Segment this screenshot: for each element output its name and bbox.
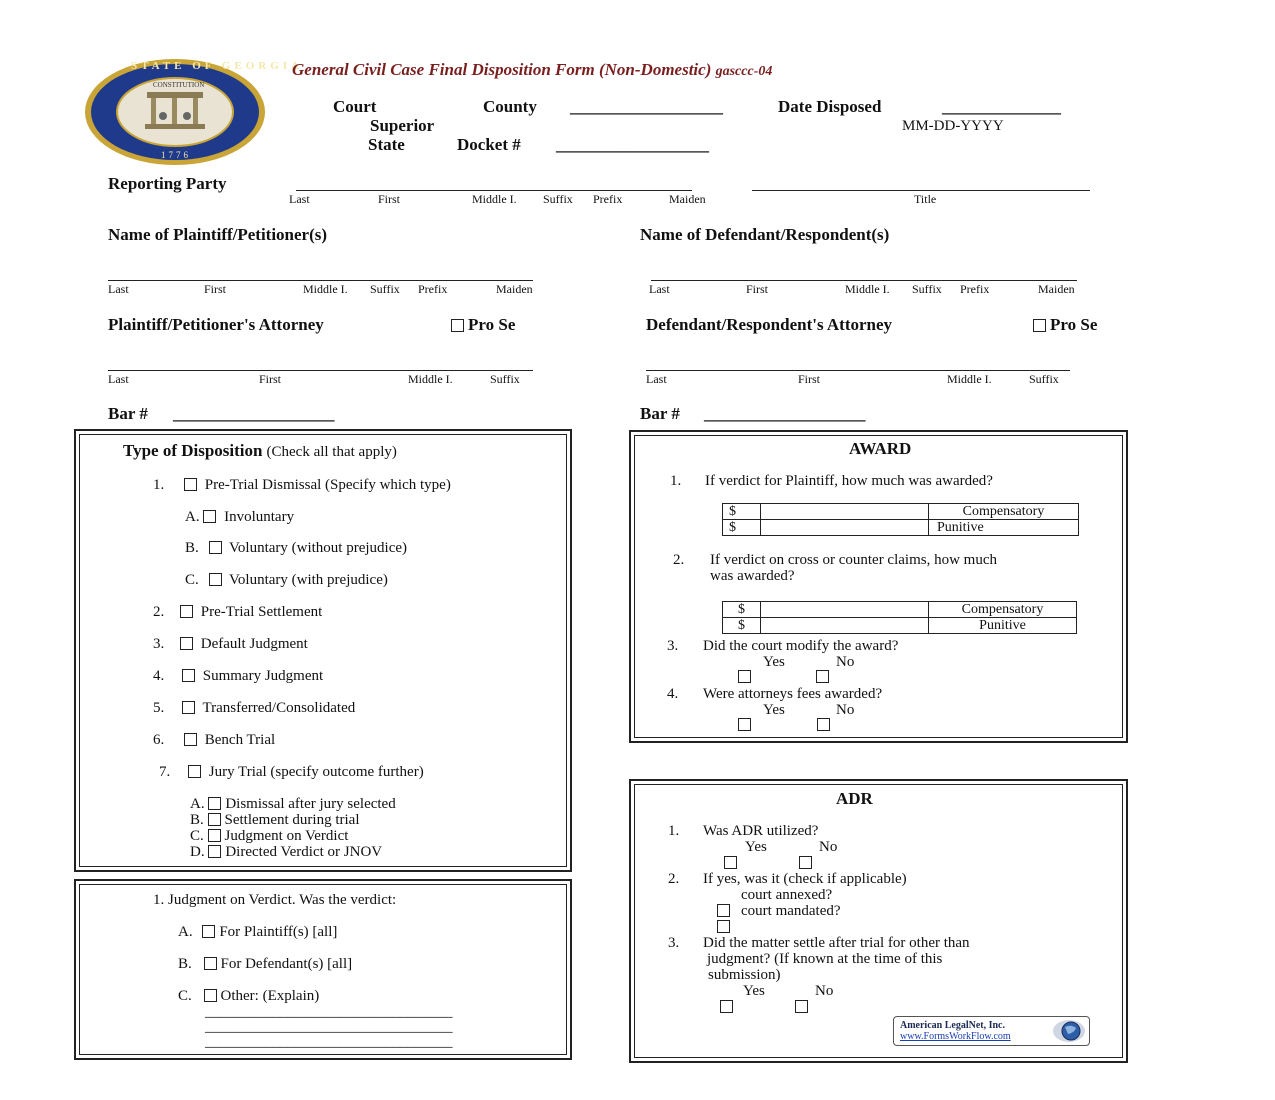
reporting-prefix-caption: Prefix <box>593 192 623 206</box>
disposition-item-1a[interactable] <box>185 509 294 526</box>
disposition-checkbox[interactable] <box>208 845 221 858</box>
disposition-item-4[interactable] <box>153 668 323 685</box>
plaintiff-first-caption: First <box>204 282 227 296</box>
punitive-label: Punitive <box>929 520 1079 536</box>
disposition-item-5[interactable] <box>153 700 355 717</box>
reporting-last-caption: Last <box>289 192 310 206</box>
court-superior[interactable] <box>370 116 434 136</box>
award-row-punitive <box>723 520 1079 536</box>
defendant-middle-caption: Middle I. <box>845 282 890 296</box>
defendant-attorney-line[interactable] <box>646 370 1070 371</box>
disposition-item-label: Settlement during trial <box>224 812 360 828</box>
plaintiff-suffix-caption: Suffix <box>370 282 400 296</box>
disposition-item-label: Judgment on Verdict <box>224 828 349 844</box>
plaintiff-name-line[interactable] <box>108 280 533 281</box>
defendant-last-caption: Last <box>649 282 670 296</box>
disposition-heading <box>123 441 397 461</box>
amount-field[interactable] <box>761 520 929 536</box>
disposition-item-label: Bench Trial <box>204 732 276 748</box>
award-q4-num: 4. <box>667 686 679 702</box>
disposition-item-num: 2. <box>153 604 165 620</box>
defendant-pro-se[interactable] <box>1033 315 1097 335</box>
court-state-label: State <box>368 135 405 154</box>
adr-q2-num: 2. <box>668 871 680 887</box>
dollar-sign: $ <box>723 520 761 536</box>
award-q2-line1: If verdict on cross or counter claims, how much <box>710 552 997 568</box>
disposition-item-num: B. <box>185 540 199 556</box>
company-name: American LegalNet, Inc. <box>900 1020 1005 1031</box>
award-q2-num: 2. <box>673 552 685 568</box>
award-heading: AWARD <box>849 439 912 458</box>
disposition-item-num: A. <box>185 509 200 525</box>
award-q4: Were attorneys fees awarded? <box>703 686 883 702</box>
plaintiff-atty-last-caption: Last <box>108 372 129 386</box>
court-superior-label: Superior <box>370 116 435 135</box>
verdict-checkbox[interactable] <box>204 957 217 970</box>
disposition-checkbox[interactable] <box>180 605 193 618</box>
verdict-explain-line-2[interactable]: _________________________________ <box>205 1019 453 1035</box>
disposition-item-label: Transferred/Consolidated <box>202 700 356 716</box>
dollar-sign: $ <box>723 618 761 634</box>
court-state[interactable] <box>368 135 405 155</box>
verdict-option-defendant[interactable] <box>178 956 352 973</box>
adr-q3-num: 3. <box>668 935 680 951</box>
award-table-1 <box>722 503 1079 536</box>
reporting-title-caption: Title <box>914 192 937 206</box>
defendant-atty-last-caption: Last <box>646 372 667 386</box>
company-url[interactable]: www.FormsWorkFlow.com <box>900 1031 1011 1042</box>
plaintiff-heading: Name of Plaintiff/Petitioner(s) <box>108 225 328 244</box>
disposition-item-1[interactable] <box>153 477 451 494</box>
adr-q3-line2: judgment? (If known at the time of this <box>707 951 943 967</box>
disposition-checkbox[interactable] <box>188 765 201 778</box>
disposition-checkbox[interactable] <box>208 829 221 842</box>
verdict-explain-line-1[interactable]: _________________________________ <box>205 1004 453 1020</box>
compensatory-label: Compensatory <box>929 504 1079 520</box>
reporting-name-line[interactable] <box>296 190 692 191</box>
amount-field[interactable] <box>761 602 929 618</box>
date-format: MM-DD-YYYY <box>902 118 1004 134</box>
plaintiff-atty-first-caption: First <box>259 372 282 386</box>
verdict-option-plaintiff[interactable] <box>178 924 337 941</box>
plaintiff-middle-caption: Middle I. <box>303 282 348 296</box>
punitive-label: Punitive <box>929 618 1077 634</box>
disposition-item-num: A. <box>190 796 205 812</box>
award-row-compensatory <box>723 504 1079 520</box>
award-q3-yes-checkbox[interactable] <box>738 670 751 683</box>
disposition-item-num: 5. <box>153 700 165 716</box>
disposition-heading-note: (Check all that apply) <box>266 444 397 460</box>
disposition-item-label: Voluntary (without prejudice) <box>229 540 408 556</box>
disposition-item-num: C. <box>190 828 204 844</box>
disposition-item-6[interactable] <box>153 732 275 749</box>
disposition-checkbox[interactable] <box>208 813 221 826</box>
plaintiff-attorney-line[interactable] <box>108 370 533 371</box>
disposition-item-7a[interactable] <box>190 796 396 813</box>
compensatory-label: Compensatory <box>929 602 1077 618</box>
defendant-atty-suffix-caption: Suffix <box>1029 372 1059 386</box>
disposition-item-2[interactable] <box>153 604 322 621</box>
state-seal <box>83 58 303 166</box>
award-row-punitive <box>723 618 1077 634</box>
amount-field[interactable] <box>761 504 929 520</box>
disposition-item-num: 3. <box>153 636 165 652</box>
verdict-checkbox[interactable] <box>204 989 217 1002</box>
award-q1-num: 1. <box>670 473 682 489</box>
date-disposed-label: Date Disposed <box>778 97 882 116</box>
plaintiff-last-caption: Last <box>108 282 129 296</box>
adr-q2-opt2: court mandated? <box>741 903 841 919</box>
award-q2-line2: was awarded? <box>710 568 795 584</box>
disposition-item-label: Voluntary (with prejudice) <box>229 572 388 588</box>
disposition-item-label: Jury Trial (specify outcome further) <box>208 764 424 780</box>
disposition-item-num: D. <box>190 844 205 860</box>
disposition-item-7[interactable] <box>159 764 424 781</box>
adr-q3-no-checkbox[interactable] <box>795 1000 808 1013</box>
disposition-item-7b[interactable] <box>190 812 360 829</box>
reporting-title-line[interactable] <box>752 190 1090 191</box>
disposition-heading-text: Type of Disposition <box>123 441 263 460</box>
adr-q3-line1: Did the matter settle after trial for other than <box>703 935 970 951</box>
defendant-pro-se-checkbox[interactable] <box>1033 319 1046 332</box>
adr-q1-no: No <box>819 839 838 855</box>
disposition-item-num: C. <box>185 572 199 588</box>
reporting-maiden-caption: Maiden <box>669 192 706 206</box>
defendant-pro-se-label: Pro Se <box>1050 315 1098 334</box>
disposition-item-num: 4. <box>153 668 165 684</box>
verdict-option-label: For Defendant(s) [all] <box>220 956 353 972</box>
disposition-item-7c[interactable] <box>190 828 348 845</box>
award-q4-no-checkbox[interactable] <box>817 718 830 731</box>
form-code: gasccc-04 <box>715 64 773 79</box>
disposition-item-1b[interactable] <box>185 540 407 557</box>
plaintiff-atty-middle-caption: Middle I. <box>408 372 453 386</box>
verdict-checkbox[interactable] <box>202 925 215 938</box>
award-q4-yes-checkbox[interactable] <box>738 718 751 731</box>
verdict-question: 1. Judgment on Verdict. Was the verdict: <box>153 892 397 908</box>
form-title <box>292 60 772 80</box>
adr-mandated-checkbox[interactable] <box>717 920 730 933</box>
disposition-checkbox[interactable] <box>203 510 216 523</box>
award-q1: If verdict for Plaintiff, how much was awarded? <box>705 473 993 489</box>
plaintiff-prefix-caption: Prefix <box>418 282 448 296</box>
disposition-checkbox[interactable] <box>182 701 195 714</box>
disposition-item-num: 6. <box>153 732 165 748</box>
disposition-checkbox[interactable] <box>180 637 193 650</box>
disposition-item-label: Dismissal after jury selected <box>225 796 396 812</box>
date-disposed-field[interactable]: ______________ <box>942 97 1061 116</box>
award-row-compensatory <box>723 602 1077 618</box>
defendant-maiden-caption: Maiden <box>1038 282 1075 296</box>
adr-q1: Was ADR utilized? <box>703 823 819 839</box>
disposition-item-num: 7. <box>159 764 171 780</box>
adr-q3-yes: Yes <box>743 983 765 999</box>
defendant-bar-field[interactable]: ___________________ <box>704 404 866 423</box>
seal-year: 1776 <box>161 150 191 160</box>
disposition-item-7d[interactable] <box>190 844 382 861</box>
reporting-middle-caption: Middle I. <box>472 192 517 206</box>
legalnet-logo <box>893 1016 1090 1046</box>
adr-q2: If yes, was it (check if applicable) <box>703 871 907 887</box>
defendant-atty-middle-caption: Middle I. <box>947 372 992 386</box>
disposition-item-1c[interactable] <box>185 572 388 589</box>
amount-field[interactable] <box>761 618 929 634</box>
adr-q1-num: 1. <box>668 823 680 839</box>
disposition-item-num: 1. <box>153 477 165 493</box>
award-q3-no-checkbox[interactable] <box>816 670 829 683</box>
disposition-checkbox[interactable] <box>182 669 195 682</box>
disposition-checkbox[interactable] <box>209 573 222 586</box>
verdict-option-label: Other: (Explain) <box>220 988 320 1004</box>
disposition-item-label: Summary Judgment <box>202 668 324 684</box>
globe-icon <box>1052 1019 1086 1043</box>
verdict-option-num: A. <box>178 924 193 940</box>
defendant-suffix-caption: Suffix <box>912 282 942 296</box>
adr-q1-no-checkbox[interactable] <box>799 856 812 869</box>
adr-heading: ADR <box>836 789 873 808</box>
disposition-checkbox[interactable] <box>209 541 222 554</box>
award-q3-yes: Yes <box>763 654 785 670</box>
verdict-explain-line-3[interactable]: _________________________________ <box>205 1034 453 1050</box>
defendant-prefix-caption: Prefix <box>960 282 990 296</box>
adr-q2-opt1: court annexed? <box>741 887 833 903</box>
verdict-option-num: C. <box>178 988 192 1004</box>
disposition-checkbox[interactable] <box>184 733 197 746</box>
award-table-2 <box>722 601 1077 634</box>
verdict-option-label: For Plaintiff(s) [all] <box>219 924 338 940</box>
reporting-party-label: Reporting Party <box>108 174 227 193</box>
plaintiff-maiden-caption: Maiden <box>496 282 533 296</box>
disposition-checkbox[interactable] <box>184 478 197 491</box>
adr-q3-yes-checkbox[interactable] <box>720 1000 733 1013</box>
dollar-sign: $ <box>723 504 761 520</box>
reporting-suffix-caption: Suffix <box>543 192 573 206</box>
disposition-item-num: B. <box>190 812 204 828</box>
disposition-item-label: Pre-Trial Dismissal (Specify which type) <box>204 477 451 493</box>
adr-q3-no: No <box>815 983 834 999</box>
adr-q1-yes: Yes <box>745 839 767 855</box>
award-q3: Did the court modify the award? <box>703 638 899 654</box>
award-q3-num: 3. <box>667 638 679 654</box>
county-field[interactable]: __________________ <box>570 97 723 116</box>
adr-annexed-checkbox[interactable] <box>717 904 730 917</box>
dollar-sign: $ <box>723 602 761 618</box>
court-label: Court <box>333 97 377 116</box>
plaintiff-pro-se[interactable] <box>451 315 515 335</box>
verdict-option-other[interactable] <box>178 988 319 1005</box>
plaintiff-atty-suffix-caption: Suffix <box>490 372 520 386</box>
plaintiff-pro-se-label: Pro Se <box>468 315 516 334</box>
seal-motto: CONSTITUTION <box>153 81 205 89</box>
seal-text: STATE OF GEORGIA <box>131 60 303 72</box>
disposition-checkbox[interactable] <box>208 797 221 810</box>
award-q4-no: No <box>836 702 855 718</box>
verdict-option-num: B. <box>178 956 192 972</box>
plaintiff-bar-field[interactable]: ___________________ <box>173 404 335 423</box>
disposition-item-label: Directed Verdict or JNOV <box>225 844 383 860</box>
adr-q3-line3: submission) <box>708 967 781 983</box>
reporting-first-caption: First <box>378 192 401 206</box>
docket-field[interactable]: __________________ <box>556 135 709 154</box>
defendant-name-line[interactable] <box>651 280 1077 281</box>
defendant-attorney-heading: Defendant/Respondent's Attorney <box>646 315 893 334</box>
defendant-bar-label: Bar # <box>640 404 680 423</box>
adr-q1-yes-checkbox[interactable] <box>724 856 737 869</box>
disposition-item-label: Involuntary <box>224 509 295 525</box>
disposition-item-label: Default Judgment <box>200 636 308 652</box>
award-q4-yes: Yes <box>763 702 785 718</box>
form-title-text: General Civil Case Final Disposition Form (Non-Domestic) <box>292 60 712 79</box>
disposition-item-label: Pre-Trial Settlement <box>200 604 323 620</box>
defendant-heading: Name of Defendant/Respondent(s) <box>640 225 890 244</box>
plaintiff-pro-se-checkbox[interactable] <box>451 319 464 332</box>
docket-label: Docket # <box>457 135 521 154</box>
award-q3-no: No <box>836 654 855 670</box>
defendant-atty-first-caption: First <box>798 372 821 386</box>
disposition-item-3[interactable] <box>153 636 308 653</box>
defendant-first-caption: First <box>746 282 769 296</box>
plaintiff-attorney-heading: Plaintiff/Petitioner's Attorney <box>108 315 324 334</box>
county-label: County <box>483 97 537 116</box>
plaintiff-bar-label: Bar # <box>108 404 148 423</box>
